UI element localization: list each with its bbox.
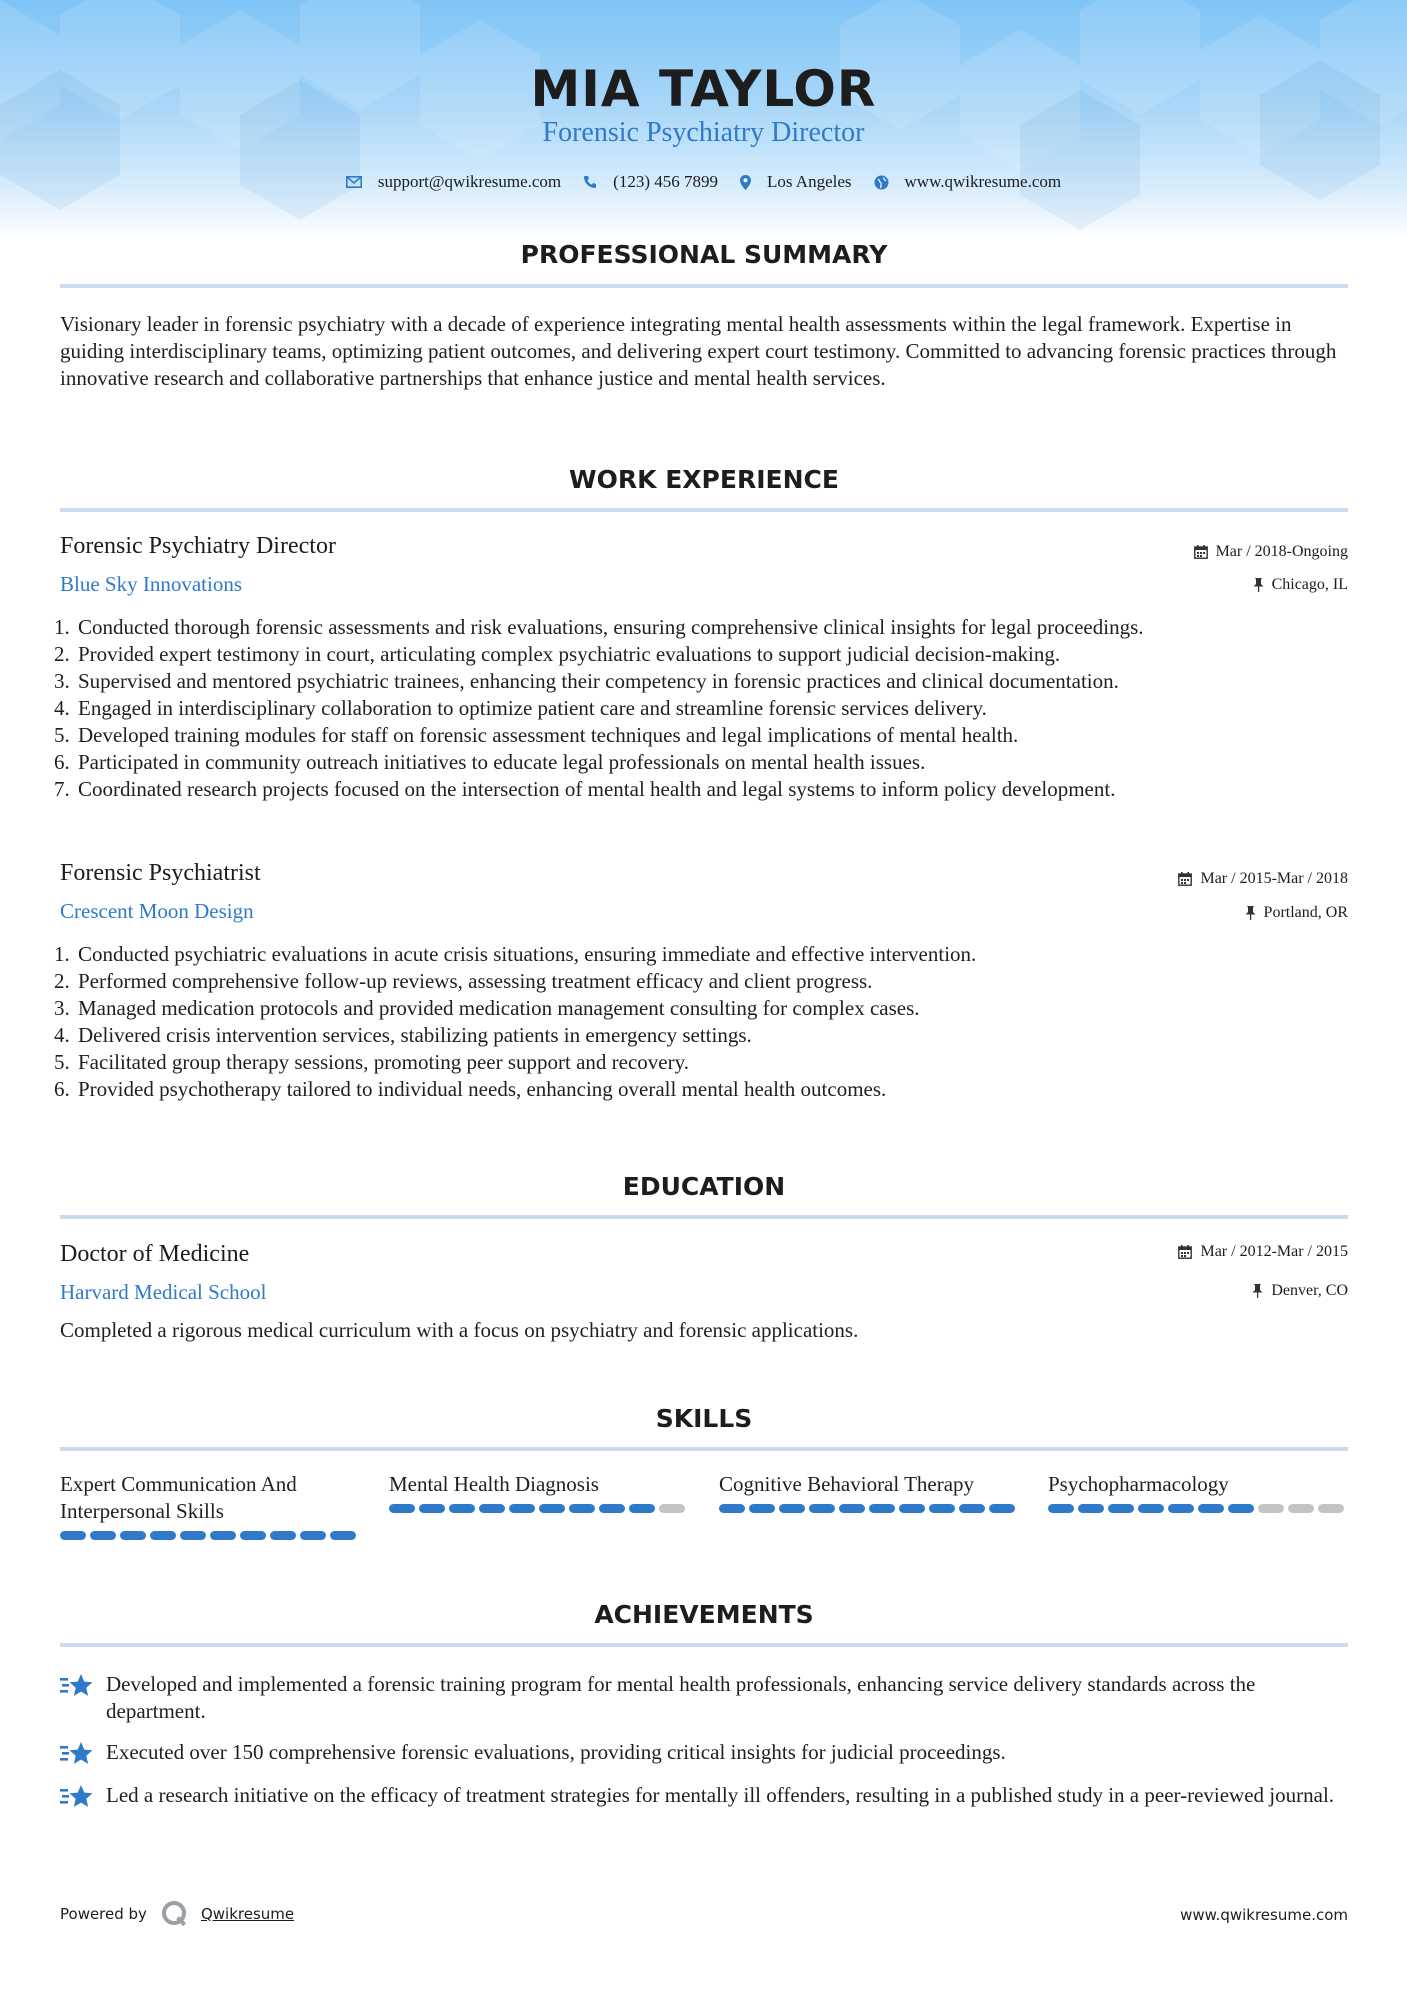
skills-heading: SKILLS [655,1404,753,1433]
footer-website[interactable]: www.qwikresume.com [1180,1906,1348,1924]
list-item: Engaged in interdisciplinary collaboration to optimize patient care and streamline forensic services delivery. [78,696,987,720]
job-responsibilities [78,941,1350,1103]
skill-level-segment [419,1504,445,1513]
skill-level-segment [1318,1504,1344,1513]
skill-level-segment [300,1531,326,1540]
skill-level-segment [629,1504,655,1513]
summary-heading: PROFESSIONAL SUMMARY [520,240,888,269]
list-item: Provided expert testimony in court, articulating complex psychiatric evaluations to support judicial decision-making. [78,642,1061,666]
skill-level-segment [719,1504,745,1513]
pushpin-icon [1253,578,1264,592]
phone-icon [583,175,597,189]
skill-level-segment [509,1504,535,1513]
skill-item [1048,1471,1348,1513]
list-item: Facilitated group therapy sessions, promoting peer support and recovery. [78,1050,689,1074]
skill-label: Cognitive Behavioral Therapy [719,1472,975,1496]
list-item: Conducted psychiatric evaluations in acute crisis situations, ensuring immediate and effective intervention. [78,942,977,966]
skill-level-bar [389,1504,689,1513]
skill-level-segment [1138,1504,1164,1513]
achievement-item [60,1671,1350,1725]
summary-text: Visionary leader in forensic psychiatry with a decade of experience integrating mental health assessments within the legal framework. Expertise in guiding interdisciplinary teams, optimizing patient outcomes, and delivering expert court testimony. Committed to advancing forensic practices through innovative research and collaborative partnerships that enhance justice and mental health services. [60,312,1337,390]
skill-level-segment [180,1531,206,1540]
skill-level-segment [210,1531,236,1540]
achievements-divider [60,1643,1348,1647]
list-item: Supervised and mentored psychiatric trainees, enhancing their competency in forensic practices and clinical documentation. [78,669,1119,693]
contact-website-text: www.qwikresume.com [904,172,1062,191]
job-dates [1178,870,1348,888]
job-dates [1194,543,1348,561]
job-responsibilities [78,614,1350,803]
education-dates-text: Mar / 2012-Mar / 2015 [1200,1243,1348,1260]
skill-level-segment [989,1504,1015,1513]
skill-level-segment [1168,1504,1194,1513]
list-item: Coordinated research projects focused on the intersection of mental health and legal systems to inform policy development. [78,777,1116,801]
skill-level-bar [60,1531,360,1540]
skills-divider [60,1447,1348,1451]
job-company[interactable]: Blue Sky Innovations [60,572,242,596]
skill-label: Mental Health Diagnosis [389,1472,599,1496]
skill-level-segment [569,1504,595,1513]
calendar-icon [1178,1245,1192,1259]
list-item: Conducted thorough forensic assessments and risk evaluations, ensuring comprehensive clinical insights for legal proceedings. [78,615,1144,639]
contact-email[interactable] [346,172,561,192]
skill-item [719,1471,1019,1513]
contact-phone-text: (123) 456 7899 [613,172,718,191]
achievement-text: Developed and implemented a forensic training program for mental health professionals, enhancing service delivery standards across the department. [106,1672,1256,1723]
skill-level-segment [389,1504,415,1513]
education-divider [60,1215,1348,1219]
education-description: Completed a rigorous medical curriculum with a focus on psychiatry and forensic applications. [60,1318,859,1342]
job-location-text: Portland, OR [1263,904,1348,921]
globe-icon [874,175,889,190]
skill-level-segment [479,1504,505,1513]
powered-by-label: Powered by [60,1905,147,1923]
skill-level-segment [809,1504,835,1513]
achievement-text: Led a research initiative on the efficacy of treatment strategies for mentally ill offenders, resulting in a published study in a peer-reviewed journal. [106,1783,1335,1807]
skill-item [60,1471,360,1540]
star-icon [60,1671,106,1725]
skill-level-segment [120,1531,146,1540]
skill-level-segment [899,1504,925,1513]
skill-level-segment [959,1504,985,1513]
achievement-text: Executed over 150 comprehensive forensic evaluations, providing critical insights for judicial proceedings. [106,1740,1006,1764]
education-location-text: Denver, CO [1271,1282,1348,1299]
education-dates [1178,1243,1348,1261]
list-item: Performed comprehensive follow-up reviews, assessing treatment efficacy and client progress. [78,969,873,993]
skill-level-bar [719,1504,1019,1513]
candidate-name: MIA TAYLOR [530,60,877,118]
skill-level-segment [539,1504,565,1513]
skill-level-segment [90,1531,116,1540]
education-degree: Doctor of Medicine [60,1241,250,1267]
education-school[interactable]: Harvard Medical School [60,1280,267,1304]
skill-level-segment [869,1504,895,1513]
achievements-heading: ACHIEVEMENTS [594,1600,814,1629]
list-item: Provided psychotherapy tailored to individual needs, enhancing overall mental health outcomes. [78,1077,887,1101]
achievement-item [60,1739,1350,1767]
skill-level-segment [240,1531,266,1540]
list-item: Managed medication protocols and provided medication management consulting for complex cases. [78,996,920,1020]
list-item: Developed training modules for staff on forensic assessment techniques and legal implications of mental health. [78,723,1019,747]
achievement-item [60,1782,1350,1810]
skill-level-segment [150,1531,176,1540]
skill-level-segment [1288,1504,1314,1513]
skill-level-segment [449,1504,475,1513]
map-pin-icon [740,175,751,190]
contact-website[interactable] [874,172,1062,192]
skill-level-segment [929,1504,955,1513]
list-item: Participated in community outreach initiatives to educate legal professionals on mental health issues. [78,750,926,774]
contact-location-text: Los Angeles [766,172,852,191]
skill-item [389,1471,689,1513]
skill-level-segment [659,1504,685,1513]
contact-location [740,172,852,192]
education-heading: EDUCATION [622,1172,786,1201]
skill-level-segment [779,1504,805,1513]
skill-level-segment [330,1531,356,1540]
skill-level-segment [749,1504,775,1513]
skill-label: Psychopharmacology [1048,1472,1229,1496]
skill-level-segment [1078,1504,1104,1513]
envelope-icon [346,176,362,188]
skill-level-segment [599,1504,625,1513]
skill-level-segment [60,1531,86,1540]
job-location [1245,904,1348,922]
skill-level-segment [1048,1504,1074,1513]
job-title: Forensic Psychiatrist [60,860,261,886]
skill-level-bar [1048,1504,1348,1513]
skill-level-segment [839,1504,865,1513]
job-location [1253,576,1348,594]
calendar-icon [1194,545,1208,559]
resume-header [0,0,1407,240]
pushpin-icon [1245,906,1256,920]
qwikresume-logo-icon [161,1900,189,1928]
job-title: Forensic Psychiatry Director [60,533,336,559]
calendar-icon [1178,872,1192,886]
summary-divider [60,284,1348,288]
skill-label: Expert Communication And Interpersonal Skills [60,1472,297,1523]
experience-heading: WORK EXPERIENCE [569,465,839,494]
skill-level-segment [1228,1504,1254,1513]
job-dates-text: Mar / 2018-Ongoing [1215,543,1348,560]
contact-phone[interactable] [583,172,718,192]
job-location-text: Chicago, IL [1271,576,1348,593]
skill-level-segment [1198,1504,1224,1513]
contact-bar [0,172,1407,192]
pushpin-icon [1252,1284,1263,1298]
list-item: Delivered crisis intervention services, stabilizing patients in emergency settings. [78,1023,752,1047]
education-location [1252,1282,1348,1300]
skill-level-segment [270,1531,296,1540]
experience-divider [60,508,1348,512]
star-icon [60,1782,106,1810]
candidate-title: Forensic Psychiatry Director [542,117,865,148]
star-icon [60,1739,106,1767]
job-company[interactable]: Crescent Moon Design [60,899,254,923]
skill-level-segment [1108,1504,1134,1513]
job-dates-text: Mar / 2015-Mar / 2018 [1200,870,1348,887]
qwikresume-link[interactable]: Qwikresume [200,1905,295,1923]
skill-level-segment [1258,1504,1284,1513]
contact-email-text: support@qwikresume.com [377,172,562,191]
powered-by [60,1900,294,1928]
